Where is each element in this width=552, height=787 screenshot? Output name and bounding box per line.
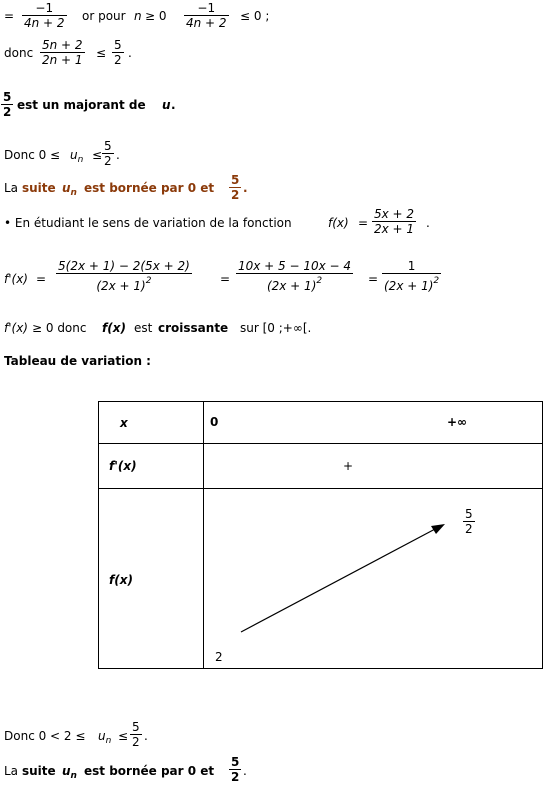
fx-label-bold: f(x): [102, 321, 126, 335]
etude-text: • En étudiant le sens de variation de la fonction: [4, 216, 292, 230]
majorant-text: est un majorant de: [17, 98, 146, 112]
fx-label: f(x): [328, 216, 349, 230]
fraction-five-halves: 5 2: [132, 720, 140, 749]
period: .: [116, 148, 120, 162]
sign-plus: +: [343, 459, 354, 473]
la-text: La: [4, 181, 19, 195]
equals-sign: =: [358, 216, 369, 230]
fprime-label: f'(x): [4, 272, 28, 286]
f-end-value: 5 2: [465, 507, 473, 536]
x-end-infinity: +∞: [447, 415, 468, 429]
interval-text: sur [0 ;+∞[.: [240, 321, 312, 335]
fraction-minus-one-over-4n2: −1 4n + 2: [24, 1, 65, 30]
fraction-derivative-simplified: 1 $(2x + 1)^2$: [384, 259, 440, 293]
suite-text: suite: [22, 764, 56, 778]
period: .: [128, 46, 132, 60]
variable-u-n: $u_n$: [70, 148, 84, 165]
fraction-5n2-over-2n1: 5n + 2 2n + 1: [42, 38, 83, 67]
fprime-row-label: f'(x): [109, 459, 137, 473]
leq-sign: ≤: [92, 148, 103, 162]
suite-text: suite: [22, 181, 56, 195]
bornee-text: est bornée par 0 et: [84, 181, 215, 195]
increasing-arrow: [99, 402, 542, 668]
condition-text: ≥ 0: [145, 9, 167, 23]
fraction-five-halves-bold: 5 2: [231, 755, 240, 784]
period: .: [243, 764, 247, 778]
croissante-text: croissante: [158, 321, 229, 335]
period: .: [144, 729, 148, 743]
fraction-five-halves: 5 2: [114, 38, 122, 67]
fraction-five-halves-bold: 5 2: [3, 90, 12, 119]
or-pour-text: or pour: [82, 9, 126, 23]
fraction-minus-one-over-4n2-second: −1 4n + 2: [186, 1, 227, 30]
equals-sign: =: [4, 9, 15, 23]
variable-u-n: $u_n$: [62, 181, 77, 198]
x-header: x: [120, 416, 128, 430]
equals-sign: =: [220, 272, 231, 286]
leq-sign: ≤: [96, 46, 107, 60]
fraction-derivative-raw: 5(2x + 1) − 2(5x + 2) $(2x + 1)^2$: [58, 259, 190, 293]
fraction-five-halves-brown: 5 2: [231, 173, 240, 202]
variable-n: n: [134, 9, 142, 23]
variation-table: [98, 401, 543, 669]
x-start-value: 0: [210, 415, 219, 429]
tableau-title: Tableau de variation :: [4, 354, 151, 368]
fprime-label: f'(x): [4, 321, 28, 335]
period: .: [426, 216, 430, 230]
period: .: [171, 98, 176, 112]
variable-u: u: [162, 98, 171, 112]
fraction-derivative-expanded: 10x + 5 − 10x − 4 $(2x + 1)^2$: [238, 259, 352, 293]
period: .: [243, 181, 248, 195]
la-text: La: [4, 764, 19, 778]
variable-u-n: $u_n$: [98, 729, 112, 746]
fraction-5x2-over-2x1: 5x + 2 2x + 1: [374, 207, 415, 236]
variable-u-n: $u_n$: [62, 764, 77, 781]
donc-inequality-text: Donc 0 ≤: [4, 148, 61, 162]
est-text: est: [134, 321, 153, 335]
equals-sign: =: [368, 272, 379, 286]
donc-final-inequality: Donc 0 < 2 ≤: [4, 729, 86, 743]
fraction-five-halves: 5 2: [104, 139, 112, 168]
positive-donc-text: ≥ 0 donc: [32, 321, 87, 335]
f-start-value: 2: [215, 650, 223, 664]
equals-sign: =: [36, 272, 47, 286]
leq-sign: ≤: [118, 729, 129, 743]
bornee-text: est bornée par 0 et: [84, 764, 215, 778]
f-row-label: f(x): [109, 573, 133, 587]
donc-text: donc: [4, 46, 34, 60]
leq-zero-text: ≤ 0 ;: [240, 9, 270, 23]
